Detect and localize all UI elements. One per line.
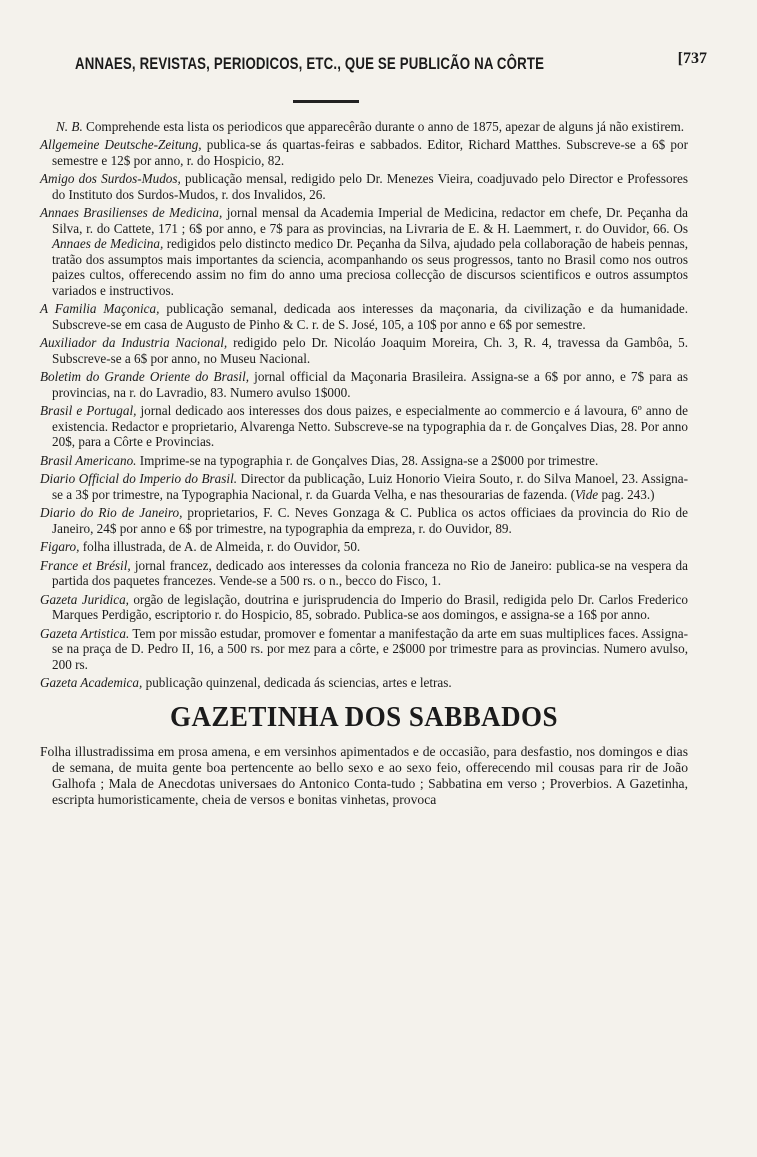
entry-body: publica-se ás quartas-feiras e sabbados. Editor, Richard Matthes. Subscreve-se a 6$ por semestre e 12$ por anno, r. do Hospicio, 82.	[52, 137, 689, 168]
entry-body: jornal francez, dedicado aos interesses da colonia franceza no Rio de Janeiro: publica-se na vespera da partida dos paquetes francezes. Vende-se a 500 rs. o n., becco do Fisco, 1.	[52, 557, 688, 588]
list-item	[40, 626, 688, 673]
running-header	[55, 48, 715, 88]
entry-title: Annaes Brasilienses de Medicina,	[40, 205, 223, 220]
list-item	[40, 592, 688, 623]
list-item	[40, 205, 688, 298]
entry-title: Diario do Rio de Janeiro,	[40, 505, 183, 520]
note-label: N. B.	[56, 119, 83, 134]
entry-title: Auxiliador da Industria Nacional,	[40, 335, 228, 350]
list-item	[40, 301, 688, 332]
list-item	[40, 505, 688, 536]
entry-body: jornal official da Maçonaria Brasileira. Assigna-se a 6$ por anno, e 7$ para as provincias, na r. do Lavradio, 83. Numero avulso 1$000.	[52, 369, 688, 400]
ad-text: Folha illustradissima em prosa amena, e em versinhos apimentados e de occasião, para desfastio, nos domingos e dias de semana, de muita gente boa pertencente ao bello sexo e ao sexo feio, offerecendo mil cousas para rir de João Galhofa ; Mala de Anecdotas universaes do Antonico Conta-tudo ; Sabbatina em verso ; Proverbios. A Gazetinha, escripta humoristicamente, cheia de versos e bonitas vinhetas, provoca	[40, 743, 688, 807]
entry-title: Brasil Americano.	[40, 452, 137, 468]
list-item	[40, 335, 688, 366]
entry-emphasis: Vide	[574, 486, 599, 502]
entry-emphasis: Annaes de Medicina,	[52, 236, 164, 251]
periodicals-list	[40, 118, 688, 808]
entry-tail: pag. 243.)	[598, 486, 655, 502]
entry-body: Director da publicação, Luiz Honorio Vieira Souto, r. do Silva Manoel, 23. Assigna-se a 3$ por trimestre, na Typographia Nacional, r. da Guarda Velha, e nas thesourarias de fazenda. (	[52, 471, 688, 502]
list-item	[40, 453, 688, 469]
entry-body: folha illustrada, de A. de Almeida, r. do Ouvidor, 50.	[79, 539, 361, 554]
entry-title: A Familia Maçonica,	[40, 301, 160, 316]
entry-title: Diario Official do Imperio do Brasil.	[40, 471, 238, 486]
entry-body: proprietarios, F. C. Neves Gonzaga & C. Publica os actos officiaes da provincia do Rio de Janeiro, 24$ por anno e 6$ por trimestre, na typographia da empreza, r. do Ouvidor, 89.	[52, 505, 688, 536]
entry-title: Brasil e Portugal,	[40, 403, 137, 418]
list-item	[40, 369, 688, 400]
intro-note	[40, 118, 688, 135]
page-title: ANNAES, REVISTAS, PERIODICOS, ETC., QUE SE PUBLICÃO NA CÔRTE	[75, 54, 545, 73]
header-rule	[293, 100, 359, 103]
entry-title: France et Brésil,	[40, 557, 131, 573]
list-item	[40, 471, 688, 502]
entry-title: Figaro,	[40, 539, 80, 554]
entry-tail: redigidos pelo distincto medico Dr. Peçanha da Silva, ajudado pela collaboração de habeis pennas, tratão dos assumptos mais importantes da sciencia, acompanhando os seus progressos, tanto no Brasil como nos outros paizes cultos, offerecendo assim no fim do anno uma preciosa collecção de discursos scientificos e outros assumptos variados e instructivos.	[52, 236, 689, 298]
entry-body: Tem por missão estudar, promover e fomentar a manifestação da arte em suas multiplices faces. Assigna-se na praça de D. Pedro II, 16, a 500 rs. por mez para a côrte, e 2$000 por trimestre para as provincias. Numero avulso, 200 rs.	[52, 625, 689, 672]
list-item	[40, 403, 688, 450]
entry-title: Allgemeine Deutsche-Zeitung,	[40, 137, 202, 152]
entries-list	[40, 137, 688, 691]
list-item	[40, 171, 688, 202]
note-text: Comprehende esta lista os periodicos que apparecêrão durante o anno de 1875, apezar de alguns já não existirem.	[86, 119, 685, 134]
entry-title: Gazeta Artistica.	[40, 625, 130, 641]
entry-title: Amigo dos Surdos-Mudos,	[40, 171, 181, 186]
entry-body: redigido pelo Dr. Nicoláo Joaquim Moreira, Ch. 3, R. 4, travessa da Gambôa, 5. Subscreve-se a 6$ por anno, no Museu Nacional.	[52, 335, 688, 366]
ad-banner-title: GAZETINHA DOS SABBADOS	[170, 700, 558, 733]
entry-title: Boletim do Grande Oriente do Brasil,	[40, 369, 250, 384]
entry-body: Imprime-se na typographia r. de Gonçalves Dias, 28. Assigna-se a 2$000 por trimestre.	[136, 452, 599, 468]
entry-body: orgão de legislação, doutrina e jurisprudencia do Imperio do Brasil, redigida pelo Dr. Carlos Frederico Marques Perdigão, escriptorio r. do Hospicio, 85, sobrado. Publica-se aos domingos, e assigna-se a 16$ por anno.	[52, 591, 689, 622]
list-item	[40, 137, 688, 168]
entry-body: publicação semanal, dedicada aos interesses da maçonaria, da civilização e da humanidade. Subscreve-se em casa de Augusto de Pinho & C. r. de S. José, 105, a 10$ por anno e 6$ por semestre.	[52, 301, 688, 332]
page-number: [737	[677, 50, 707, 67]
entry-title: Gazeta Academica,	[40, 675, 143, 690]
entry-title: Gazeta Juridica,	[40, 591, 129, 607]
entry-body: publicação quinzenal, dedicada ás sciencias, artes e letras.	[142, 675, 452, 690]
entry-body: publicação mensal, redigido pelo Dr. Menezes Vieira, coadjuvado pelo Director e Professores do Instituto dos Surdos-Mudos, r. dos Invalidos, 26.	[52, 171, 688, 202]
list-item	[40, 675, 688, 691]
list-item	[40, 558, 688, 589]
entry-body: jornal mensal da Academia Imperial de Medicina, redactor em chefe, Dr. Peçanha da Silva, r. do Cattete, 171 ; 6$ por anno, e 7$ para as provincias, na Livraria de E. & H. Laemmert, r. do Ouvidor, 66. Os	[52, 205, 688, 236]
list-item	[40, 539, 688, 555]
entry-body: jornal dedicado aos interesses dos dous paizes, e especialmente ao commercio e á lavoura, 6º anno de existencia. Redactor e proprietario, Alvarenga Netto. Subscreve-se na typographia da r. de Gonçalves Dias, 28. Por anno 20$, para a Côrte e Provincias.	[52, 403, 688, 449]
